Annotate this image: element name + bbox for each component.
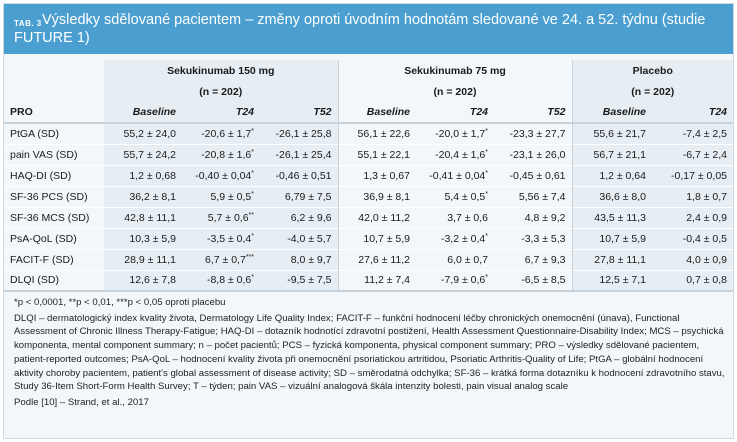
- table-cell: [652, 249, 733, 270]
- table-cell: [494, 186, 572, 207]
- cell-value: 28,9 ± 11,1: [124, 253, 176, 266]
- significance-mark: **: [248, 211, 254, 219]
- pro-header: PRO: [10, 106, 33, 118]
- table-cell: [572, 228, 652, 249]
- table-cell: [494, 270, 572, 291]
- cell-value: 55,7 ± 24,2: [123, 148, 176, 161]
- cell-value: -4,0 ± 5,7: [287, 232, 332, 245]
- table-cell: [416, 165, 494, 186]
- table-cell: [338, 144, 416, 165]
- group-header-150mg: Sekukinumab 150 mg: [104, 60, 338, 81]
- cell-value: 10,3 ± 5,9: [129, 232, 176, 245]
- table-cell: [572, 165, 652, 186]
- group-n-150mg: (n = 202): [104, 81, 338, 102]
- significance-mark: ***: [245, 253, 254, 261]
- cell-value: 1,3 ± 0,67: [363, 169, 410, 182]
- abbreviations-note: DLQI – dermatologický index kvality života, Dermatology Life Quality Index; FACIT-F – funkční hodnocení léčby chronických onemocnění (únava), Functional Assessment of Chronic Illness Therapy-Fatigue; HAQ-DI – dotazník hodnotící zdravotní postižení, Health Assessment Questionnaire-Disability Index; MCS – psychická komponenta, mental component summary; n – počet pacientů; PCS – fyzická komponenta, physical component summary; PRO – výsledky sdělované pacientem, patient-reported outcomes; PsA-QoL – hodnocení kvality života při onemocnění psoriatickou artritidou, Psoriatic Arthritis-Quality of Life; PtGA – globální hodnocení aktivity choroby pacientem, patient's global assessment of disease activity; SD – směrodatná odchylka; SF-36 – krátká forma dotazníku k hodnocení zdravotního stavu, Study 36-Item Short-Form Health Survey; T – týden; pain VAS – vizuální analogová škála intenzity bolesti, pain visual analog scale: [14, 312, 725, 393]
- table-cell: [494, 144, 572, 165]
- table-cell: [416, 249, 494, 270]
- cell-value: 55,2 ± 24,0: [123, 127, 176, 140]
- cell-value: 6,2 ± 9,6: [290, 211, 332, 224]
- cell-value: 56,1 ± 22,6: [357, 127, 410, 140]
- row-label: pain VAS (SD): [10, 148, 78, 161]
- table-title-bar: [4, 4, 733, 54]
- row-label: PsA-QoL (SD): [10, 232, 77, 245]
- table-cell: [652, 186, 733, 207]
- group-n-placebo: (n = 202): [572, 81, 733, 102]
- table-title-line-1: Výsledky sdělované pacientem – změny oproti úvodním hodnotám sledované ve 24. a 52. týdnu (studie: [42, 12, 706, 28]
- cell-value: -9,5 ± 7,5: [287, 274, 332, 287]
- cell-value: 3,7 ± 0,6: [447, 211, 488, 224]
- table-cell: [182, 165, 260, 186]
- cell-value: 0,7 ± 0,8: [686, 274, 727, 287]
- table-cell: [572, 123, 652, 144]
- table-notes: [14, 296, 726, 410]
- table-cell: [260, 270, 338, 291]
- table-number-label: TAB. 3: [14, 19, 42, 28]
- table-cell: [260, 144, 338, 165]
- cell-value: 43,5 ± 11,3: [594, 211, 646, 224]
- table-cell: [572, 144, 652, 165]
- significance-mark: *: [251, 169, 254, 177]
- table-cell: [416, 270, 494, 291]
- table-cell: [104, 144, 182, 165]
- table-cell: [572, 207, 652, 228]
- cell-value: 8,0 ± 9,7: [290, 253, 332, 266]
- table-cell: [652, 270, 733, 291]
- table-row: [4, 228, 733, 249]
- table-cell: [338, 186, 416, 207]
- cell-value: 5,56 ± 7,4: [518, 190, 566, 203]
- table-cell: [182, 123, 260, 144]
- row-label: SF-36 PCS (SD): [10, 190, 88, 203]
- col-header: T24: [652, 102, 733, 123]
- table-title-line-2: FUTURE 1): [14, 30, 90, 46]
- table-cell: [494, 249, 572, 270]
- table-cell: [652, 123, 733, 144]
- table-cell: [652, 165, 733, 186]
- cell-value: 10,7 ± 5,9: [599, 232, 646, 245]
- cell-value: -0,40 ± 0,04: [195, 169, 252, 182]
- col-header: T52: [260, 102, 338, 123]
- col-header: Baseline: [104, 102, 182, 123]
- group-header-row: [4, 60, 733, 81]
- cell-value: 5,9 ± 0,5: [210, 190, 252, 203]
- cell-value: 6,7 ± 0,7: [205, 253, 246, 266]
- significance-mark: *: [251, 127, 254, 135]
- results-table: [4, 60, 733, 292]
- cell-value: 1,2 ± 0,68: [129, 169, 176, 182]
- table-row: [4, 144, 733, 165]
- empty-header-cell: [4, 81, 104, 102]
- table-cell: [182, 144, 260, 165]
- cell-value: -8,8 ± 0,6: [206, 274, 252, 287]
- table-cell: [416, 123, 494, 144]
- cell-value: -7,4 ± 2,5: [682, 127, 727, 140]
- significance-mark: *: [251, 148, 254, 156]
- cell-value: -3,3 ± 5,3: [521, 232, 566, 245]
- row-label: PtGA (SD): [10, 127, 60, 140]
- table-cell: [338, 165, 416, 186]
- table-cell: [104, 123, 182, 144]
- table-cell: [104, 249, 182, 270]
- cell-value: 27,6 ± 11,2: [358, 253, 410, 266]
- group-n-75mg: (n = 202): [338, 81, 572, 102]
- table-cell: [494, 165, 572, 186]
- table-cell: [104, 207, 182, 228]
- cell-value: 36,6 ± 8,0: [599, 190, 646, 203]
- table-row: [4, 207, 733, 228]
- cell-value: -26,1 ± 25,8: [275, 127, 332, 140]
- cell-value: 56,7 ± 21,1: [593, 148, 646, 161]
- table-cell: [182, 228, 260, 249]
- cell-value: 12,6 ± 7,8: [129, 274, 176, 287]
- table-cell: [182, 249, 260, 270]
- table-cell: [260, 228, 338, 249]
- column-header-row: [4, 102, 733, 123]
- table-cell: [182, 207, 260, 228]
- cell-value: 5,7 ± 0,6: [207, 211, 249, 224]
- cell-value: -20,6 ± 1,7: [201, 127, 252, 140]
- cell-value: 6,79 ± 7,5: [284, 190, 332, 203]
- table-row: [4, 186, 733, 207]
- col-header: T24: [469, 106, 488, 118]
- table-cell: [104, 165, 182, 186]
- table-cell: [260, 249, 338, 270]
- cell-value: 11,2 ± 7,4: [364, 274, 410, 287]
- table-cell: [416, 186, 494, 207]
- source-note: Podle [10] – Strand, et al., 2017: [14, 396, 149, 408]
- table-cell: [652, 228, 733, 249]
- table-row: [4, 123, 733, 144]
- table-cell: [494, 123, 572, 144]
- table-row: [4, 270, 733, 291]
- empty-header-cell: [4, 60, 104, 81]
- col-header: T52: [547, 106, 566, 118]
- significance-mark: *: [251, 274, 254, 282]
- row-label: HAQ-DI (SD): [10, 169, 72, 182]
- cell-value: 5,4 ± 0,5: [444, 190, 486, 203]
- table-cell: [104, 270, 182, 291]
- table-cell: [338, 270, 416, 291]
- cell-value: -0,4 ± 0,5: [682, 232, 727, 245]
- table-cell: [338, 123, 416, 144]
- cell-value: 55,1 ± 22,1: [357, 148, 410, 161]
- cell-value: 1,2 ± 0,64: [599, 169, 646, 182]
- significance-mark: *: [485, 232, 488, 240]
- table-figure: [3, 3, 734, 439]
- table-cell: [338, 228, 416, 249]
- table-cell: [260, 207, 338, 228]
- table-cell: [416, 144, 494, 165]
- cell-value: 10,7 ± 5,9: [363, 232, 410, 245]
- cell-value: 42,0 ± 11,2: [358, 211, 410, 224]
- cell-value: 42,8 ± 11,1: [124, 211, 176, 224]
- cell-value: -0,41 ± 0,04: [429, 169, 486, 182]
- cell-value: -0,46 ± 0,51: [275, 169, 332, 182]
- cell-value: -7,9 ± 0,6: [440, 274, 486, 287]
- row-label: SF-36 MCS (SD): [10, 211, 90, 224]
- cell-value: -0,45 ± 0,61: [509, 169, 566, 182]
- table-title: [14, 11, 723, 47]
- significance-note: *p < 0,0001, **p < 0,01, ***p < 0,05 oproti placebu: [14, 297, 226, 308]
- cell-value: -23,3 ± 27,7: [509, 127, 566, 140]
- significance-mark: *: [485, 127, 488, 135]
- col-header: Baseline: [572, 102, 652, 123]
- significance-mark: *: [251, 190, 254, 198]
- cell-value: 2,4 ± 0,9: [686, 211, 727, 224]
- significance-mark: *: [485, 274, 488, 282]
- table-cell: [182, 186, 260, 207]
- table-cell: [104, 228, 182, 249]
- table-cell: [338, 207, 416, 228]
- significance-mark: *: [485, 169, 488, 177]
- cell-value: -6,5 ± 8,5: [521, 274, 566, 287]
- table-cell: [104, 186, 182, 207]
- table-cell: [182, 270, 260, 291]
- cell-value: 1,8 ± 0,7: [686, 190, 727, 203]
- cell-value: 4,8 ± 9,2: [524, 211, 566, 224]
- cell-value: -3,5 ± 0,4: [206, 232, 252, 245]
- table-cell: [494, 207, 572, 228]
- table-cell: [494, 228, 572, 249]
- table-row: [4, 249, 733, 270]
- table-cell: [260, 186, 338, 207]
- table-cell: [572, 249, 652, 270]
- table-cell: [416, 228, 494, 249]
- cell-value: -3,2 ± 0,4: [440, 232, 486, 245]
- significance-mark: *: [251, 232, 254, 240]
- table-cell: [652, 144, 733, 165]
- table-cell: [652, 207, 733, 228]
- table-cell: [572, 186, 652, 207]
- cell-value: -20,8 ± 1,6: [201, 148, 252, 161]
- table-cell: [416, 207, 494, 228]
- cell-value: -26,1 ± 25,4: [275, 148, 332, 161]
- group-n-row: [4, 81, 733, 102]
- cell-value: -20,0 ± 1,7: [435, 127, 486, 140]
- row-label: FACIT-F (SD): [10, 253, 74, 266]
- col-header: Baseline: [338, 102, 416, 123]
- table-cell: [338, 249, 416, 270]
- cell-value: 12,5 ± 7,1: [599, 274, 646, 287]
- cell-value: -23,1 ± 26,0: [509, 148, 566, 161]
- cell-value: -6,7 ± 2,4: [682, 148, 727, 161]
- table-body: [4, 123, 733, 291]
- group-header-placebo: Placebo: [572, 60, 733, 81]
- cell-value: 55,6 ± 21,7: [593, 127, 646, 140]
- col-header: T24: [182, 102, 260, 123]
- cell-value: 4,0 ± 0,9: [686, 253, 727, 266]
- table-cell: [260, 165, 338, 186]
- cell-value: 36,9 ± 8,1: [363, 190, 410, 203]
- cell-value: 27,8 ± 11,1: [594, 253, 646, 266]
- cell-value: -0,17 ± 0,05: [671, 169, 727, 182]
- table-cell: [260, 123, 338, 144]
- cell-value: -20,4 ± 1,6: [435, 148, 486, 161]
- group-header-75mg: Sekukinumab 75 mg: [338, 60, 572, 81]
- significance-mark: *: [485, 190, 488, 198]
- cell-value: 6,7 ± 9,3: [524, 253, 566, 266]
- table-cell: [572, 270, 652, 291]
- row-label: DLQI (SD): [10, 274, 60, 287]
- cell-value: 6,0 ± 0,7: [447, 253, 488, 266]
- significance-mark: *: [485, 148, 488, 156]
- cell-value: 36,2 ± 8,1: [129, 190, 176, 203]
- table-row: [4, 165, 733, 186]
